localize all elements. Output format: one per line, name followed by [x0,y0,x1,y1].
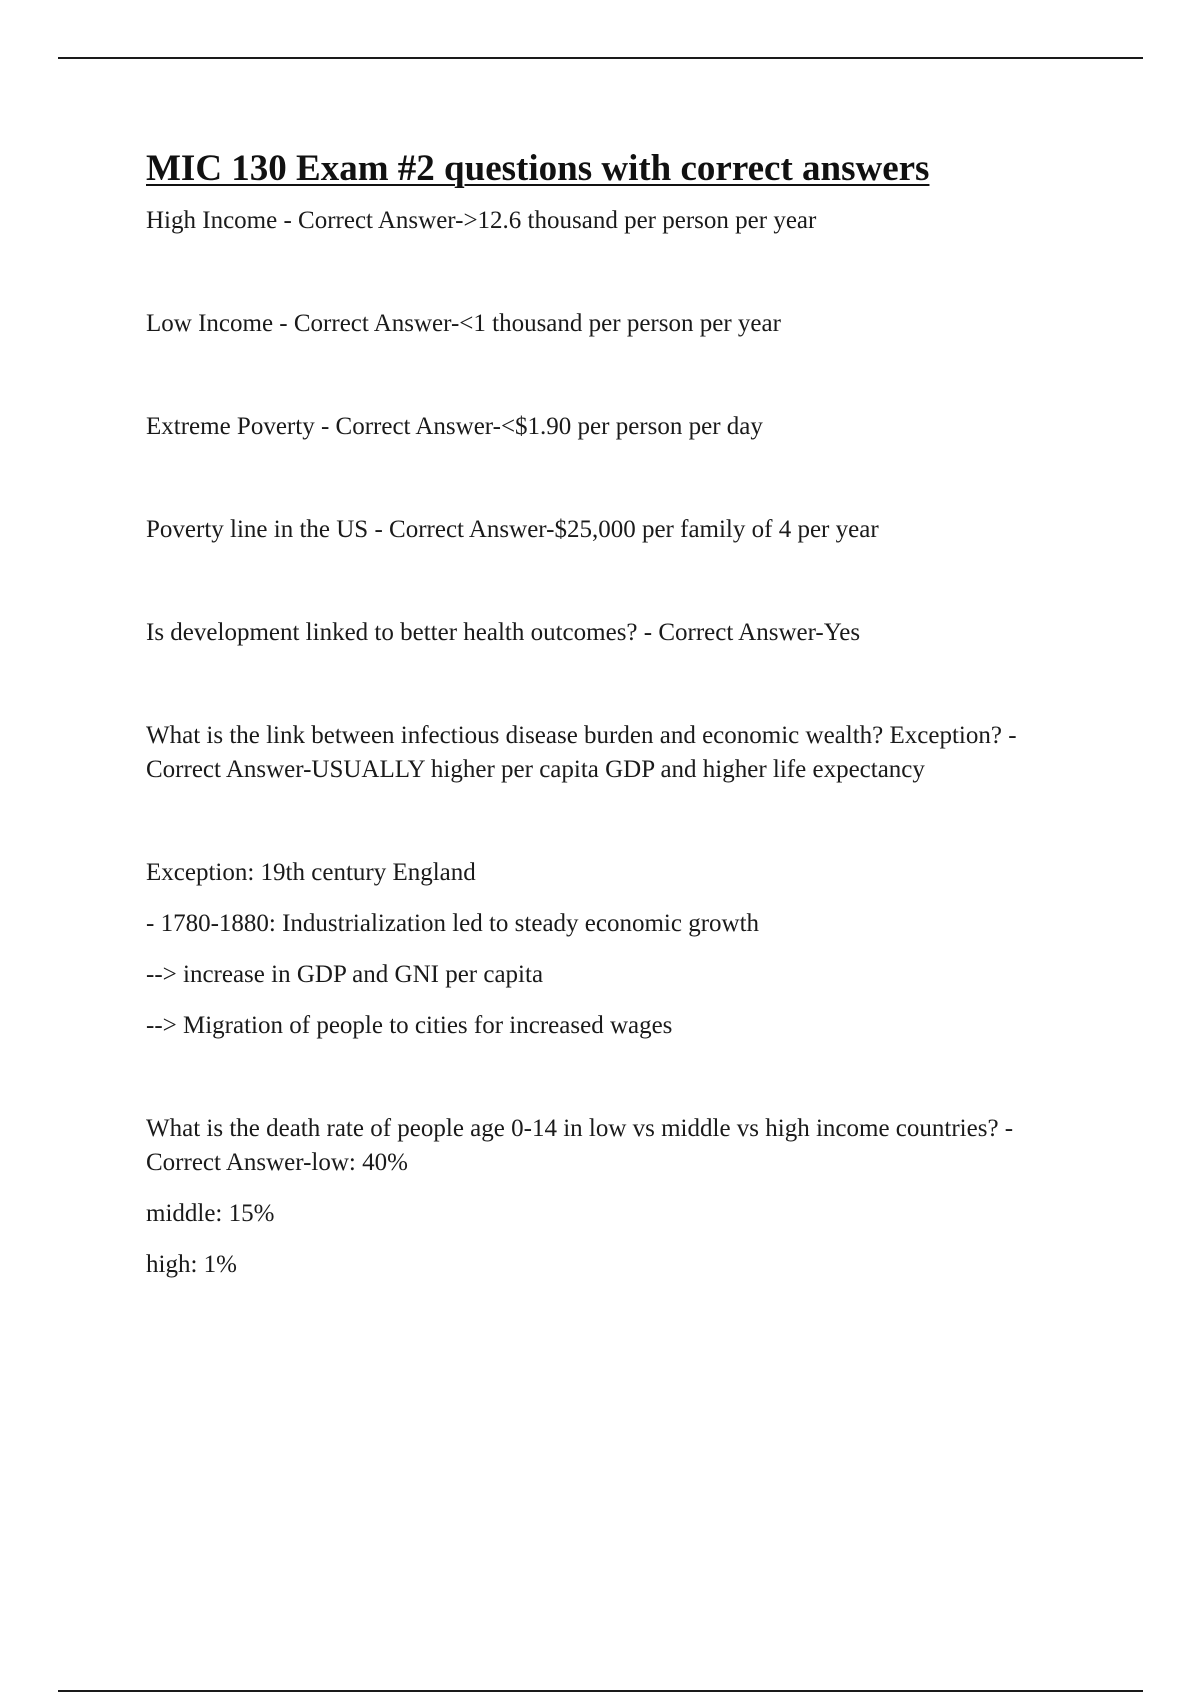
exception-line: --> increase in GDP and GNI per capita [146,961,544,988]
document-body [146,146,1086,1282]
page-title: MIC 130 Exam #2 questions with correct answers [146,148,930,189]
qa-item-disease-wealth-link: What is the link between infectious disease burden and economic wealth? Exception? - Correct Answer-USUALLY higher per capita GDP and higher life expectancy [146,722,1017,783]
exception-line: --> Migration of people to cities for increased wages [146,1012,673,1039]
death-rate-block [146,1112,1086,1282]
qa-item-extreme-poverty: Extreme Poverty - Correct Answer-<$1.90 per person per day [146,413,763,440]
qa-item-death-rate: What is the death rate of people age 0-14 in low vs middle vs high income countries? - Correct Answer-low: 40% [146,1115,1014,1176]
qa-item-high-income: High Income - Correct Answer->12.6 thousand per person per year [146,207,817,234]
qa-item-poverty-line-us: Poverty line in the US - Correct Answer-$25,000 per family of 4 per year [146,516,879,543]
qa-item-development-health: Is development linked to better health outcomes? - Correct Answer-Yes [146,619,861,646]
bottom-divider [58,1690,1143,1692]
qa-item-low-income: Low Income - Correct Answer-<1 thousand per person per year [146,310,781,337]
exception-heading: Exception: 19th century England [146,859,476,886]
top-divider [58,57,1143,59]
exception-line: - 1780-1880: Industrialization led to steady economic growth [146,910,760,937]
exception-block [146,856,1086,1043]
death-rate-middle: middle: 15% [146,1200,275,1227]
death-rate-high: high: 1% [146,1251,237,1278]
